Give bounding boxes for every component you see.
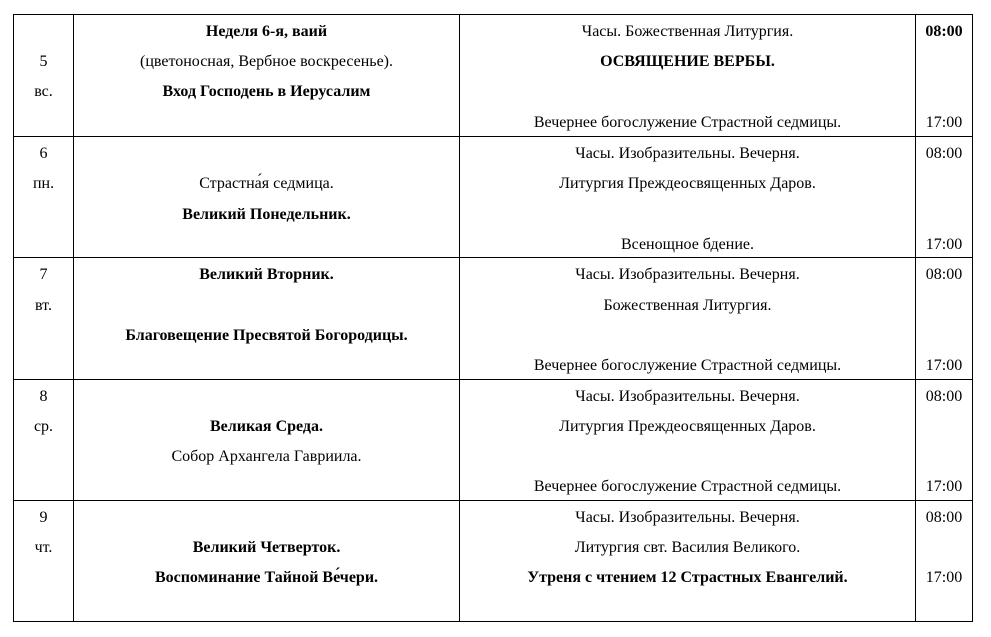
services-cell <box>459 258 915 378</box>
time-value: 08:00 <box>925 23 963 40</box>
day-abbreviation: вт. <box>35 296 52 314</box>
services-line: Вечернее богослужение Страстной седмицы. <box>533 478 842 496</box>
day-number: 9 <box>39 508 48 526</box>
day-abbreviation <box>14 351 73 379</box>
table-row <box>14 15 972 136</box>
day-abbreviation <box>14 593 73 621</box>
schedule-table <box>13 14 973 622</box>
day-abbreviation: ср. <box>33 417 54 435</box>
day-abbreviation: пн. <box>32 175 55 193</box>
day-abbreviation <box>14 442 73 472</box>
time-cell <box>915 137 972 257</box>
time-value <box>916 593 972 621</box>
time-value <box>916 200 972 230</box>
day-cell <box>14 258 73 378</box>
time-value <box>916 47 972 77</box>
time-cell <box>915 501 972 621</box>
day-number: 5 <box>39 53 48 71</box>
day-number: 8 <box>39 387 48 405</box>
time-cell <box>915 258 972 378</box>
services-cell <box>459 137 915 257</box>
time-value: 08:00 <box>925 266 963 284</box>
table-row <box>14 257 972 378</box>
feast-line: Воспоминание Тайной Ве́чери. <box>154 569 379 587</box>
feast-line: Благовещение Пресвятой Богородицы. <box>125 326 408 344</box>
time-value <box>916 291 972 321</box>
services-cell <box>459 380 915 500</box>
feast-line <box>74 139 459 169</box>
services-line: ОСВЯЩЕНИЕ ВЕРБЫ. <box>600 53 775 71</box>
feast-line: Великий Понедельник. <box>182 205 351 223</box>
feast-line: Великий Четверток. <box>192 538 341 556</box>
services-line: Часы. Божественная Литургия. <box>581 23 794 40</box>
day-cell <box>14 15 73 136</box>
services-cell <box>459 501 915 621</box>
feast-line: Страстна́я седмица. <box>199 175 334 193</box>
time-value: 08:00 <box>925 508 963 526</box>
time-value: 08:00 <box>925 145 963 163</box>
services-line: Всенощное бдение. <box>620 235 755 253</box>
feast-line <box>74 472 459 500</box>
day-number <box>14 17 73 47</box>
feast-line: Вход Господень в Иерусалим <box>162 83 371 101</box>
day-abbreviation <box>14 321 73 351</box>
feast-line: Великая Среда. <box>209 417 324 435</box>
services-line <box>460 593 915 621</box>
time-value: 17:00 <box>925 569 963 587</box>
time-value <box>916 412 972 442</box>
day-abbreviation <box>14 230 73 258</box>
time-value <box>916 442 972 472</box>
services-line <box>460 442 915 472</box>
day-number: 6 <box>39 145 48 163</box>
time-value: 17:00 <box>925 235 963 253</box>
services-line: Часы. Изобразительны. Вечерня. <box>575 266 800 284</box>
day-abbreviation <box>14 563 73 593</box>
feast-line: (цветоносная, Вербное воскресенье). <box>140 53 393 71</box>
time-value: 17:00 <box>925 478 963 496</box>
services-line: Вечернее богослужение Страстной седмицы. <box>533 113 842 131</box>
feast-cell <box>73 137 459 257</box>
feast-line <box>74 108 459 137</box>
feast-line: Великий Вторник. <box>199 266 334 284</box>
services-cell <box>459 15 915 136</box>
services-line: Вечернее богослужение Страстной седмицы. <box>533 356 842 374</box>
time-value: 08:00 <box>925 387 963 405</box>
services-line: Литургия Преждеосвященных Даров. <box>559 417 816 435</box>
time-value <box>916 77 972 107</box>
time-value <box>916 169 972 199</box>
feast-line <box>74 503 459 533</box>
time-cell <box>915 15 972 136</box>
table-row <box>14 379 972 500</box>
feast-cell <box>73 380 459 500</box>
day-cell <box>14 501 73 621</box>
time-value <box>916 321 972 351</box>
services-line: Божественная Литургия. <box>603 296 772 314</box>
services-line: Литургия свт. Василия Великого. <box>574 538 801 556</box>
day-cell <box>14 380 73 500</box>
feast-line: Собор Архангела Гавриила. <box>171 447 362 465</box>
feast-line <box>74 593 459 621</box>
services-line <box>460 321 915 351</box>
time-value <box>916 533 972 563</box>
feast-line <box>74 351 459 379</box>
feast-line <box>74 230 459 258</box>
feast-cell <box>73 15 459 136</box>
services-line: Литургия Преждеосвященных Даров. <box>559 175 816 193</box>
time-value: 17:00 <box>925 113 963 131</box>
day-abbreviation: чт. <box>34 538 53 556</box>
day-abbreviation <box>14 108 73 137</box>
services-line <box>460 77 915 107</box>
services-line: Часы. Изобразительны. Вечерня. <box>575 145 800 163</box>
feast-cell <box>73 501 459 621</box>
time-value: 17:00 <box>925 356 963 374</box>
day-cell <box>14 137 73 257</box>
table-row <box>14 500 972 621</box>
feast-line <box>74 291 459 321</box>
services-line <box>460 200 915 230</box>
time-cell <box>915 380 972 500</box>
table-row <box>14 136 972 257</box>
services-line: Часы. Изобразительны. Вечерня. <box>575 508 800 526</box>
day-number: 7 <box>39 266 48 284</box>
feast-line <box>74 382 459 412</box>
day-abbreviation <box>14 472 73 500</box>
services-line: Утреня с чтением 12 Страстных Евангелий. <box>527 569 848 587</box>
day-abbreviation: вс. <box>34 83 53 101</box>
day-abbreviation <box>14 200 73 230</box>
feast-cell <box>73 258 459 378</box>
services-line: Часы. Изобразительны. Вечерня. <box>575 387 800 405</box>
feast-line: Неделя 6-я, ваий <box>205 23 328 40</box>
